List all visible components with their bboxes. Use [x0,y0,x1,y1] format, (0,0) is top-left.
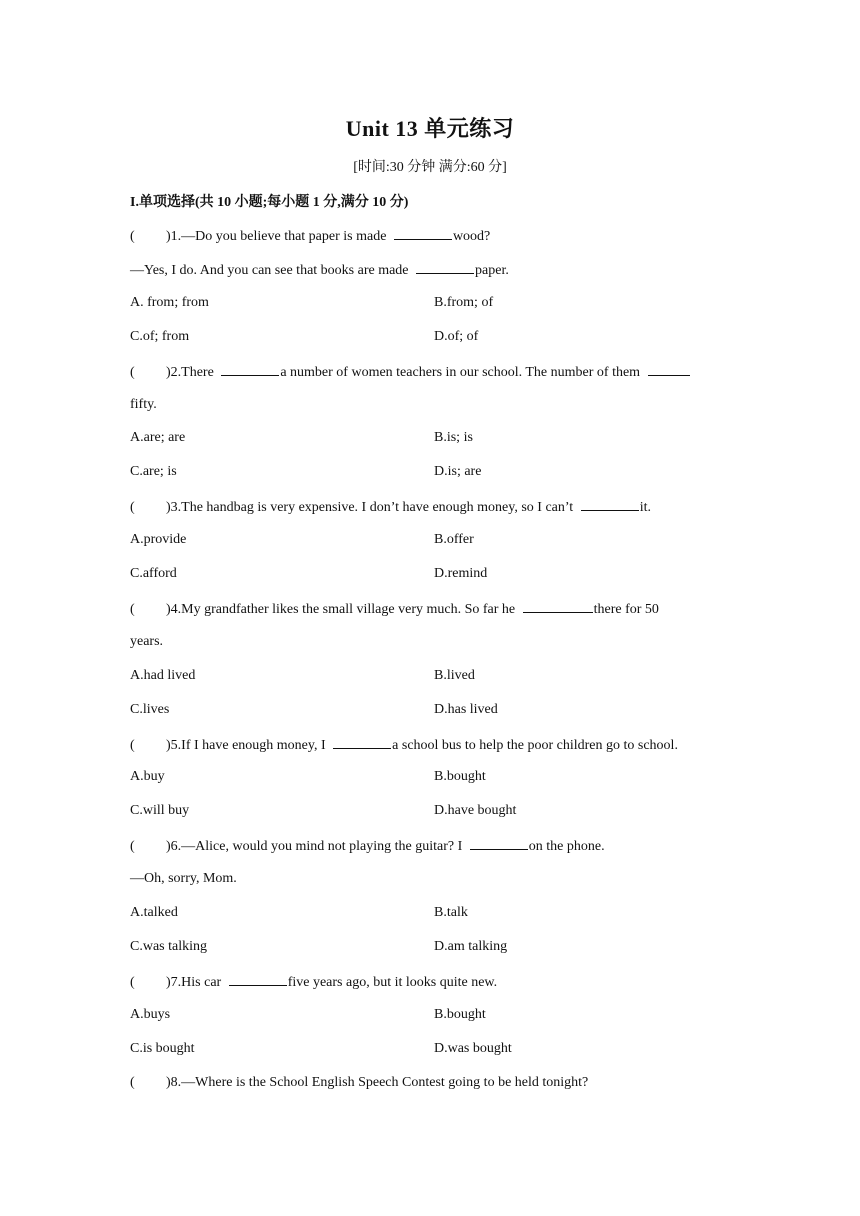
option-item: B.bought [434,1006,486,1022]
answer-blank [523,598,593,613]
question-text: )4.My grandfather likes the small village very much. So far he [166,601,519,617]
answer-blank [581,496,639,511]
option-item: B.offer [434,532,474,548]
option-item: B.bought [434,769,486,785]
option-item: B.is; is [434,430,473,446]
answer-blank [394,225,452,240]
answer-blank [470,835,528,850]
question-line [130,869,730,889]
question-line [130,835,730,855]
answer-parenthesis: ( [130,1074,135,1090]
time-score-info: [时间:30 分钟 满分:60 分] [353,160,507,175]
option-item: A.had lived [130,667,196,683]
question-text: )1.—Do you believe that paper is made [166,229,390,244]
page-title: Unit 13 单元练习 [345,116,515,141]
option-item: A.buy [130,769,165,785]
option-item: D.is; are [434,464,482,480]
answer-parenthesis: ( [130,500,135,516]
option-item: A.buys [130,1006,171,1022]
option-item: B.from; of [434,294,494,310]
question-text: it. [639,500,651,516]
question-line [130,225,730,245]
question-line [130,971,730,991]
option-item: C.of; from [130,328,190,344]
option-item: D.am talking [434,938,508,954]
answer-parenthesis: ( [130,974,135,990]
question-text: )6.—Alice, would you mind not playing the guitar? I [166,839,466,855]
answer-parenthesis: ( [130,737,135,753]
question-line [130,734,730,754]
question-text: a school bus to help the poor children go to school. [392,737,678,753]
question-text: )2.There [166,364,218,380]
option-item: D.of; of [434,328,479,344]
option-item: C.was talking [130,938,207,954]
question-text: )5.If I have enough money, I [166,737,330,753]
option-item: D.have bought [434,803,517,819]
question-text: wood? [452,229,491,244]
answer-parenthesis: ( [130,229,135,244]
question-text: )8.—Where is the School English Speech Contest going to be held tonight? [166,1074,589,1090]
section-heading: I.单项选择(共 10 小题;每小题 1 分,满分 10 分) [130,195,409,210]
option-item: A. from; from [130,294,209,310]
option-item: C.afford [130,566,177,581]
answer-parenthesis: ( [130,601,135,617]
question-text: fifty. [130,396,157,412]
answer-blank [416,259,474,274]
question-text: —Yes, I do. And you can see that books are made [130,262,413,278]
question-text: )3.The handbag is very expensive. I don’t have enough money, so I can’t [166,500,577,516]
option-item: A.are; are [130,430,186,446]
answer-blank [333,734,391,749]
question-text: a number of women teachers in our school. The number of them [280,364,644,380]
option-item: C.are; is [130,464,177,480]
option-item: B.lived [434,667,475,683]
question-line [130,361,730,381]
answer-blank [221,361,279,376]
question-text: there for 50 [593,601,659,617]
answer-parenthesis: ( [130,364,135,380]
question-line [130,496,730,516]
question-line [130,395,730,415]
option-item: B.talk [434,905,468,920]
option-item: D.has lived [434,701,498,717]
question-line [130,598,730,618]
question-text: on the phone. [528,839,605,855]
option-item: A.provide [130,532,187,548]
question-text: paper. [475,262,509,278]
option-item: C.is bought [130,1040,195,1056]
answer-parenthesis: ( [130,839,135,855]
question-text: )7.His car [166,974,225,990]
question-line [130,632,730,652]
answer-blank [648,361,690,376]
question-line [130,1073,730,1093]
option-item: A.talked [130,905,178,920]
question-text: years. [130,633,164,649]
question-line [130,259,730,279]
question-text: —Oh, sorry, Mom. [130,871,237,887]
option-item: D.remind [434,566,488,581]
option-item: C.lives [130,701,170,717]
option-item: D.was bought [434,1040,512,1056]
question-text: five years ago, but it looks quite new. [287,974,498,990]
option-item: C.will buy [130,803,190,819]
answer-blank [229,971,287,986]
